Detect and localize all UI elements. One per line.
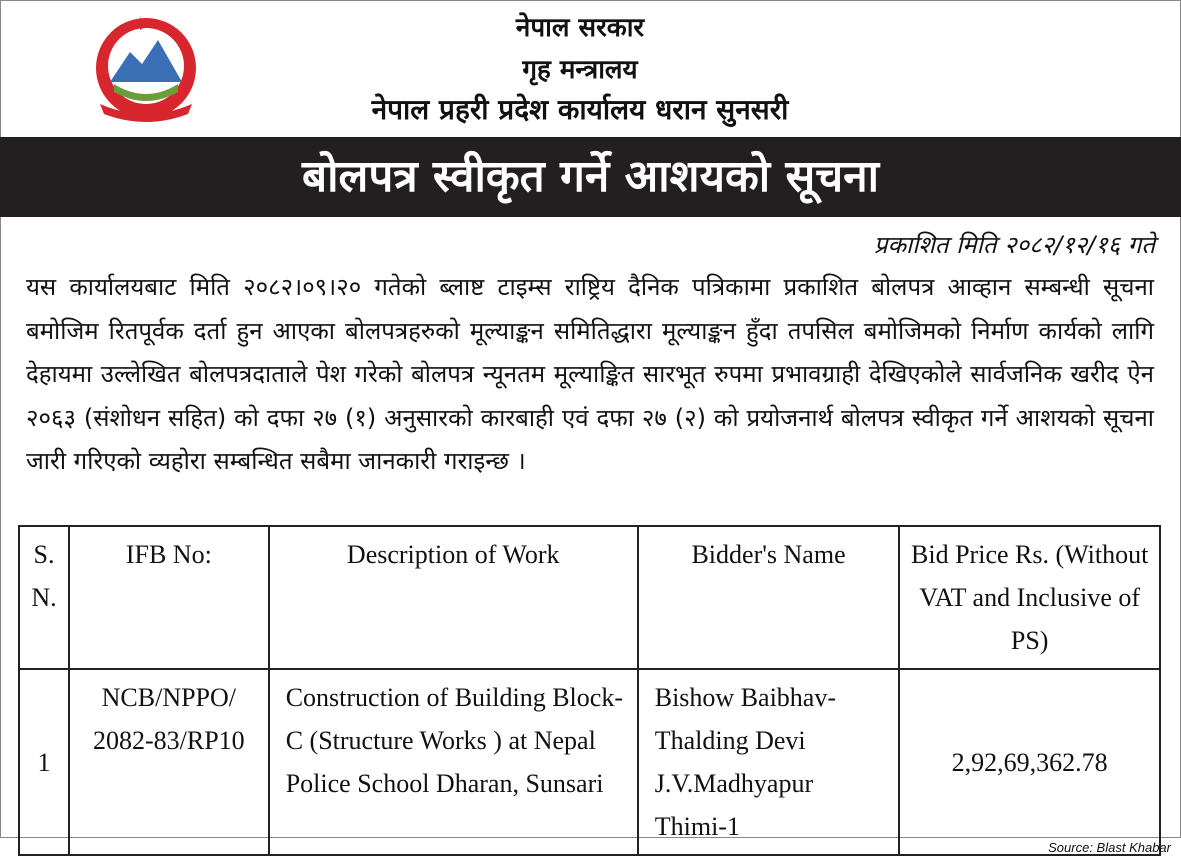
nepal-emblem-logo xyxy=(80,12,212,124)
cell-ifb: NCB/NPPO/ 2082-83/RP10 xyxy=(69,669,269,855)
header-line-government: नेपाल सरकार xyxy=(515,13,645,43)
col-price: Bid Price Rs. (Without VAT and Inclusive of PS) xyxy=(899,526,1160,669)
bid-table xyxy=(18,525,1161,856)
header-line-office: नेपाल प्रहरी प्रदेश कार्यालय धरान सुनसरी xyxy=(371,93,789,126)
table-header-row xyxy=(19,526,1160,669)
table-row xyxy=(19,669,1160,855)
cell-sn: 1 xyxy=(19,669,69,855)
cell-bidder: Bishow Baibhav-Thalding Devi J.V.Madhyapur Thimi-1 xyxy=(638,669,900,855)
col-sn: S. N. xyxy=(19,526,69,669)
notice-body: यस कार्यालयबाट मिति २०८२।०९।२० गतेको ब्लाष्ट टाइम्स राष्ट्रिय दैनिक पत्रिकामा प्रकाशित बोलपत्र आव्हान सम्बन्धी सूचना बमोजिम रितपूर्वक दर्ता हुन आएका बोलपत्रहरुको मूल्याङ्कन समितिद्धारा मूल्याङ्कन हुँदा तपसिल बमोजिमको निर्माण कार्यको लागि देहायमा उल्लेखित बोलपत्रदाताले पेश गरेको बोलपत्र न्यूनतम मूल्याङ्कित सारभूत रुपमा प्रभावग्राही देखिएकोले सार्वजनिक खरीद ऐन २०६३ (संशोधन सहित) को दफा २७ (१) अनुसारको कारबाही एवं दफा २७ (२) को प्रयोजनार्थ बोलपत्र स्वीकृत गर्ने आशयको सूचना जारी गरिएको व्यहोरा सम्बन्धित सबैमा जानकारी गराइन्छ । xyxy=(26,273,1154,475)
cell-description: Construction of Building Block-C (Structure Works ) at Nepal Police School Dharan, Sunsari xyxy=(269,669,638,855)
notice-title: बोलपत्र स्वीकृत गर्ने आशयको सूचना xyxy=(0,137,1181,217)
cell-price: 2,92,69,362.78 xyxy=(899,669,1160,855)
header-line-ministry: गृह मन्त्रालय xyxy=(522,55,638,85)
col-bidder: Bidder's Name xyxy=(638,526,900,669)
source-credit: Source: Blast Khabar xyxy=(1048,840,1171,855)
col-ifb: IFB No: xyxy=(69,526,269,669)
published-date: प्रकाशित मिति २०८२/१२/१६ गते xyxy=(873,231,1155,259)
col-description: Description of Work xyxy=(269,526,638,669)
